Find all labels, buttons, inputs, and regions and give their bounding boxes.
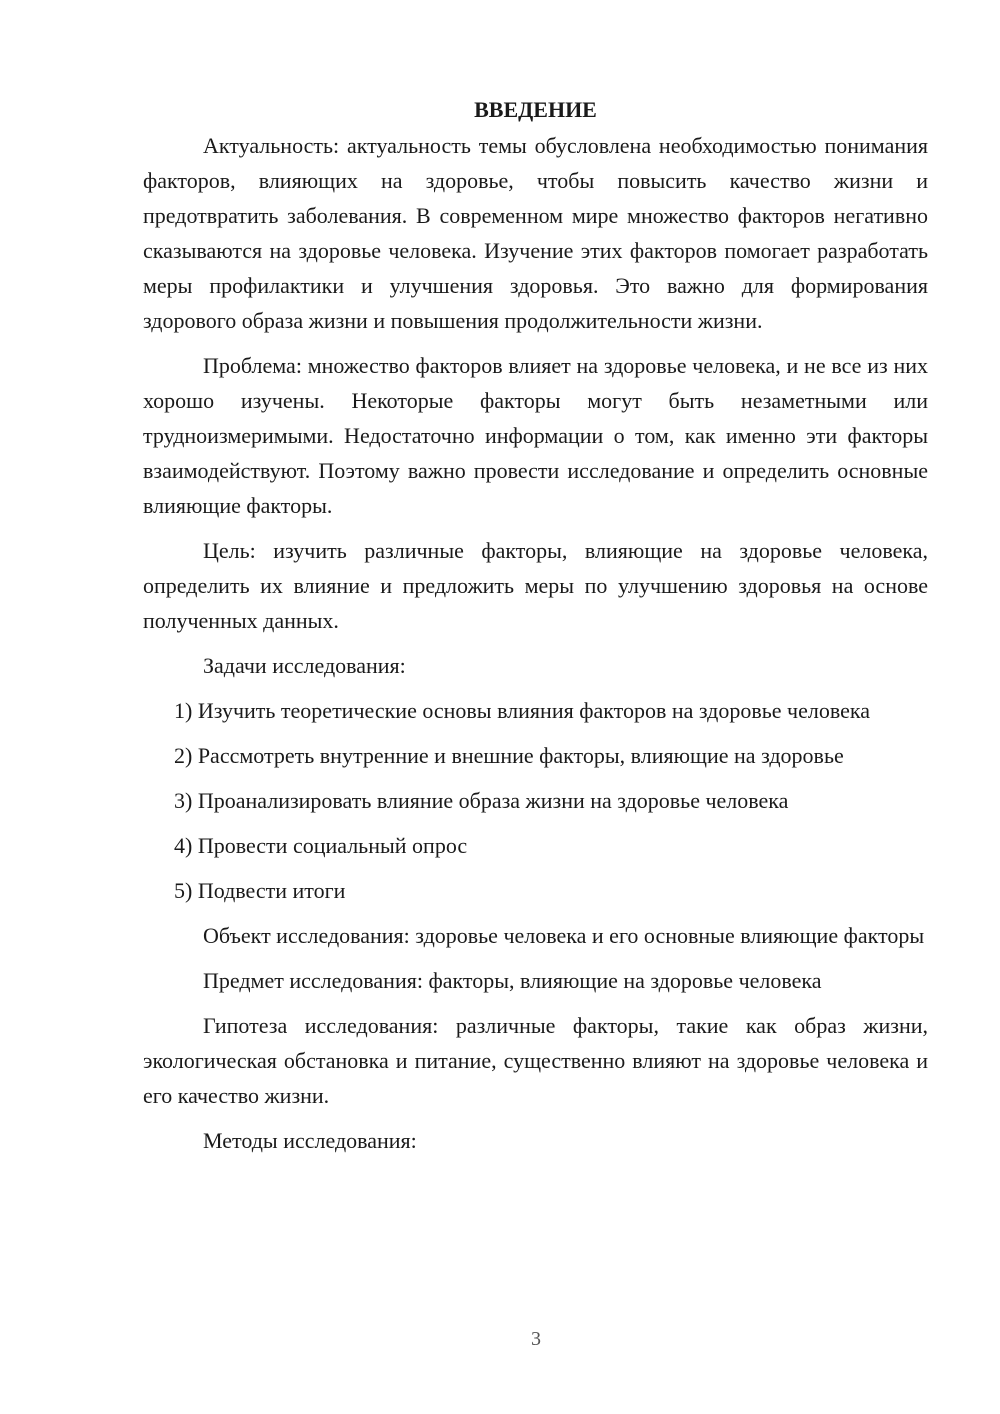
task-item-5: 5) Подвести итоги bbox=[174, 878, 346, 903]
goal-paragraph: Цель: изучить различные факторы, влияющие на здоровье человека, определить их влияние и предложить меры по улучшению здоровья на основе полученных данных. bbox=[143, 538, 928, 633]
object-paragraph: Объект исследования: здоровье человека и его основные влияющие факторы bbox=[203, 923, 925, 948]
section-title: ВВЕДЕНИЕ bbox=[474, 97, 597, 122]
task-item-4: 4) Провести социальный опрос bbox=[174, 833, 468, 858]
tasks-heading: Задачи исследования: bbox=[203, 653, 406, 678]
task-item-2: 2) Рассмотреть внутренние и внешние факторы, влияющие на здоровье bbox=[174, 743, 844, 768]
methods-heading: Методы исследования: bbox=[203, 1128, 417, 1153]
document-page bbox=[143, 92, 928, 1168]
hypothesis-paragraph: Гипотеза исследования: различные факторы, такие как образ жизни, экологическая обстановка и питание, существенно влияют на здоровье человека и его качество жизни. bbox=[143, 1013, 928, 1108]
subject-paragraph: Предмет исследования: факторы, влияющие на здоровье человека bbox=[203, 968, 822, 993]
page-number: 3 bbox=[531, 1328, 541, 1350]
task-item-1: 1) Изучить теоретические основы влияния факторов на здоровье человека bbox=[174, 698, 871, 723]
task-item-3: 3) Проанализировать влияние образа жизни на здоровье человека bbox=[174, 788, 789, 813]
relevance-paragraph: Актуальность: актуальность темы обусловлена необходимостью понимания факторов, влияющих на здоровье, чтобы повысить качество жизни и предотвратить заболевания. В современном мире множество факторов негативно сказываются на здоровье человека. Изучение этих факторов помогает разработать меры профилактики и улучшения здоровья. Это важно для формирования здорового образа жизни и повышения продолжительности жизни. bbox=[143, 133, 928, 333]
problem-paragraph: Проблема: множество факторов влияет на здоровье человека, и не все из них хорошо изучены. Некоторые факторы могут быть незаметными или трудноизмеримыми. Недостаточно информации о том, как именно эти факторы взаимодействуют. Поэтому важно провести исследование и определить основные влияющие факторы. bbox=[143, 353, 928, 518]
